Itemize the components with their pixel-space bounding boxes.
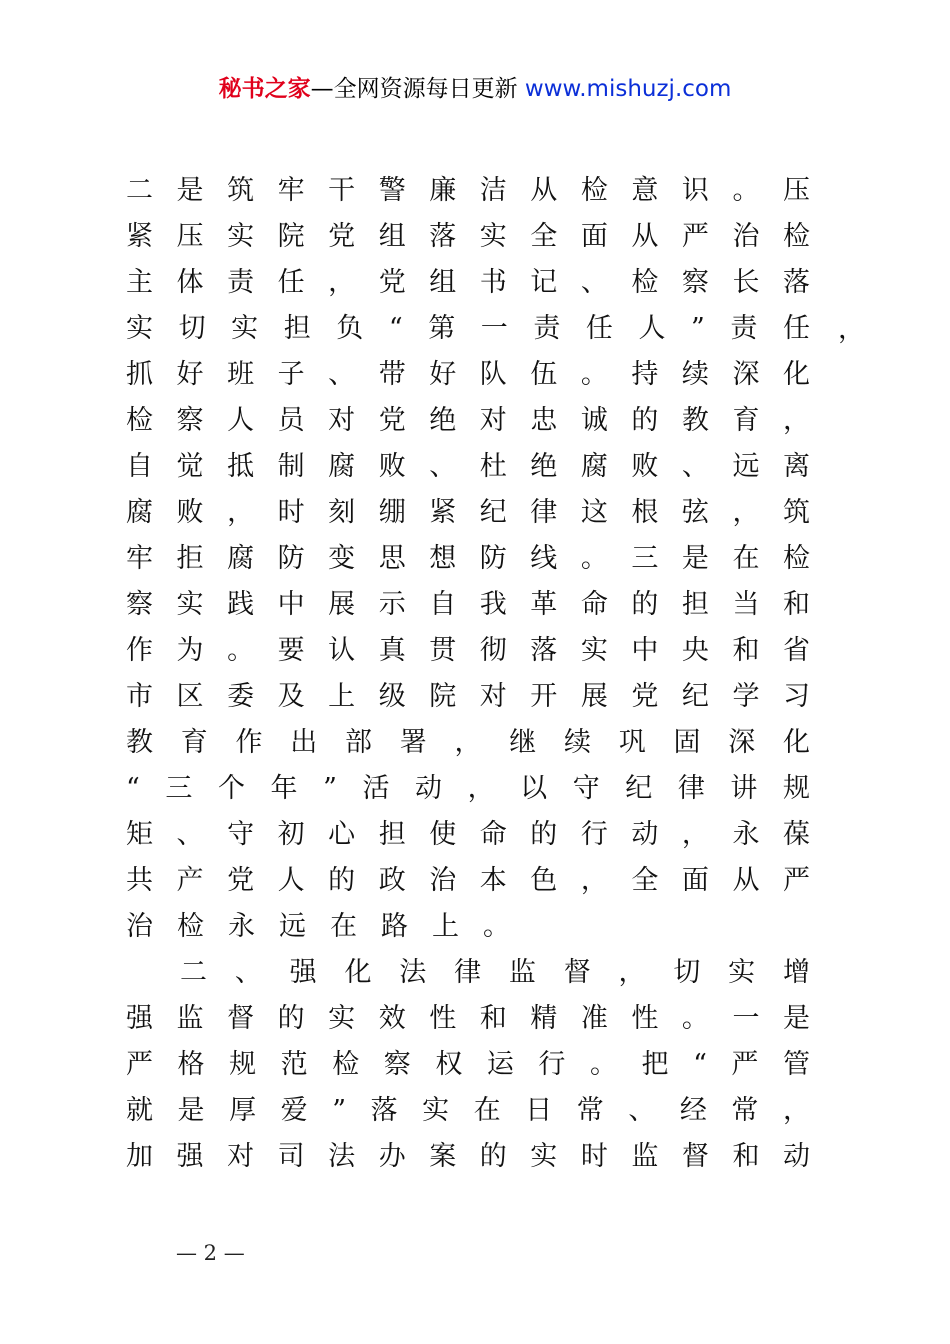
text-line: 作为。要认真贯彻落实中央和省 [126,635,810,666]
text-line: 教育作出部署，继续巩固深化 [126,727,810,758]
text-line: 共产党人的政治本色，全面从严 [126,865,810,896]
text-line: 抓好班子、带好队伍。持续深化 [126,359,810,390]
site-brand: 秘书之家 [218,76,311,102]
text-line: “三个年”活动，以守纪律讲规 [126,773,810,804]
document-body [0,168,950,1188]
text-line: 严格规范检察权运行。把“严管 [126,1049,810,1080]
text-line: 市区委及上级院对开展党纪学习 [126,681,810,712]
text-line: 加强对司法办案的实时监督和动 [126,1141,810,1172]
text-line: 实切实担负“第一责任人”责任 [126,313,810,344]
site-header [0,72,950,106]
text-line: 主体责任，党组书记、检察长落 [126,267,810,298]
text-line: 强监督的实效性和精准性。一是 [126,1003,810,1034]
section-heading-line: 二、强化法律监督，切实增 [180,957,810,988]
text-line: 腐败，时刻绷紧纪律这根弦，筑 [126,497,810,528]
text-line: 治检永远在路上。 [126,911,534,942]
site-url-link[interactable]: www.mishuzj.com [524,76,732,102]
text-line: 二是筑牢干警廉洁从检意识。压 [126,175,810,206]
text-line: 紧压实院党组落实全面从严治检 [126,221,810,252]
text-line: 就是厚爱”落实在日常、经常， [126,1095,810,1126]
text-line: 检察人员对党绝对忠诚的教育， [126,405,810,436]
overflow-punctuation: ， [838,314,865,345]
text-line: 牢拒腐防变思想防线。三是在检 [126,543,810,574]
text-line: 察实践中展示自我革命的担当和 [126,589,810,620]
site-tagline: —全网资源每日更新 [310,76,518,102]
text-line: 矩、守初心担使命的行动，永葆 [126,819,810,850]
text-line: 自觉抵制腐败、杜绝腐败、远离 [126,451,810,482]
page-number: — 2 — [176,1241,245,1265]
